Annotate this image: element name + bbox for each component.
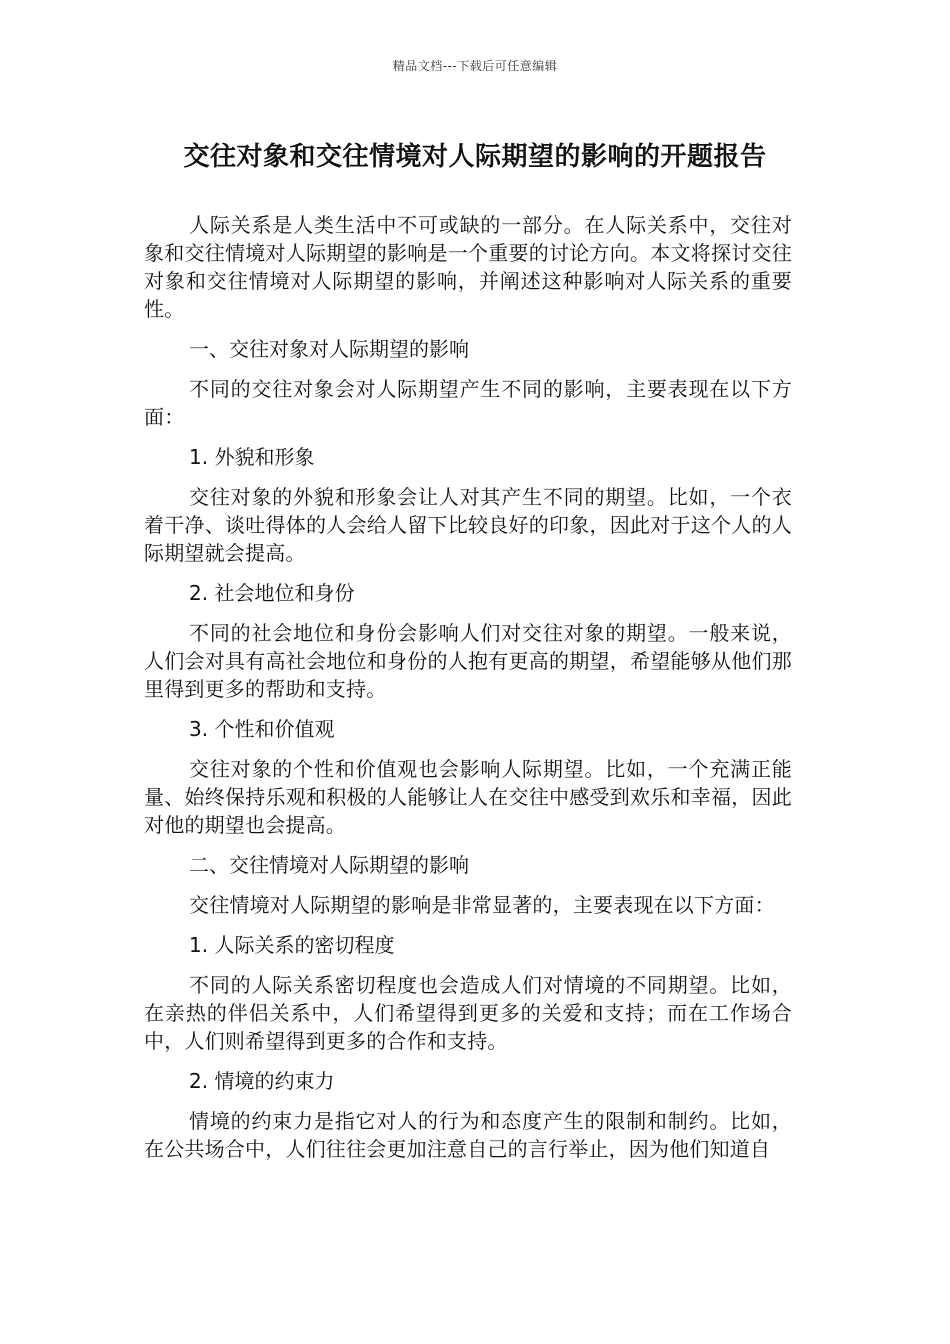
subheading: 1. 人际关系的密切程度 xyxy=(189,933,395,957)
subheading: 1. 外貌和形象 xyxy=(189,445,315,469)
document-body xyxy=(144,211,792,1175)
paragraph-intro: 人际关系是人类生活中不可或缺的一部分。在人际关系中，交往对象和交往情境对人际期望的影响是一个重要的讨论方向。本文将探讨交往对象和交往情境对人际期望的影响，并阐述这种影响对人际关系的重要性。 xyxy=(144,213,792,321)
paragraph: 交往对象的个性和价值观也会影响人际期望。比如，一个充满正能量、始终保持乐观和积极的人能够让人在交往中感受到欢乐和幸福，因此对他的期望也会提高。 xyxy=(144,757,792,837)
subheading: 3. 个性和价值观 xyxy=(189,717,335,741)
paragraph: 不同的人际关系密切程度也会造成人们对情境的不同期望。比如，在亲热的伴侣关系中，人们希望得到更多的关爱和支持；而在工作场合中，人们则希望得到更多的合作和支持。 xyxy=(144,973,792,1053)
paragraph: 不同的交往对象会对人际期望产生不同的影响，主要表现在以下方面： xyxy=(144,377,792,429)
paragraph: 情境的约束力是指它对人的行为和态度产生的限制和制约。比如，在公共场合中，人们往往会更加注意自己的言行举止，因为他们知道自 xyxy=(144,1109,792,1161)
subheading: 2. 情境的约束力 xyxy=(189,1069,335,1093)
header-note: 精品文档---下载后可任意编辑 xyxy=(392,59,558,73)
section-heading-1: 一、交往对象对人际期望的影响 xyxy=(189,337,469,361)
subheading: 2. 社会地位和身份 xyxy=(189,581,355,605)
paragraph: 交往对象的外貌和形象会让人对其产生不同的期望。比如，一个衣着干净、谈吐得体的人会给人留下比较良好的印象，因此对于这个人的人际期望就会提高。 xyxy=(144,485,792,565)
paragraph: 不同的社会地位和身份会影响人们对交往对象的期望。一般来说，人们会对具有高社会地位和身份的人抱有更高的期望，希望能够从他们那里得到更多的帮助和支持。 xyxy=(144,621,792,701)
document-title: 交往对象和交往情境对人际期望的影响的开题报告 xyxy=(183,142,767,172)
paragraph: 交往情境对人际期望的影响是非常显著的，主要表现在以下方面： xyxy=(189,893,775,917)
section-heading-2: 二、交往情境对人际期望的影响 xyxy=(189,853,469,877)
